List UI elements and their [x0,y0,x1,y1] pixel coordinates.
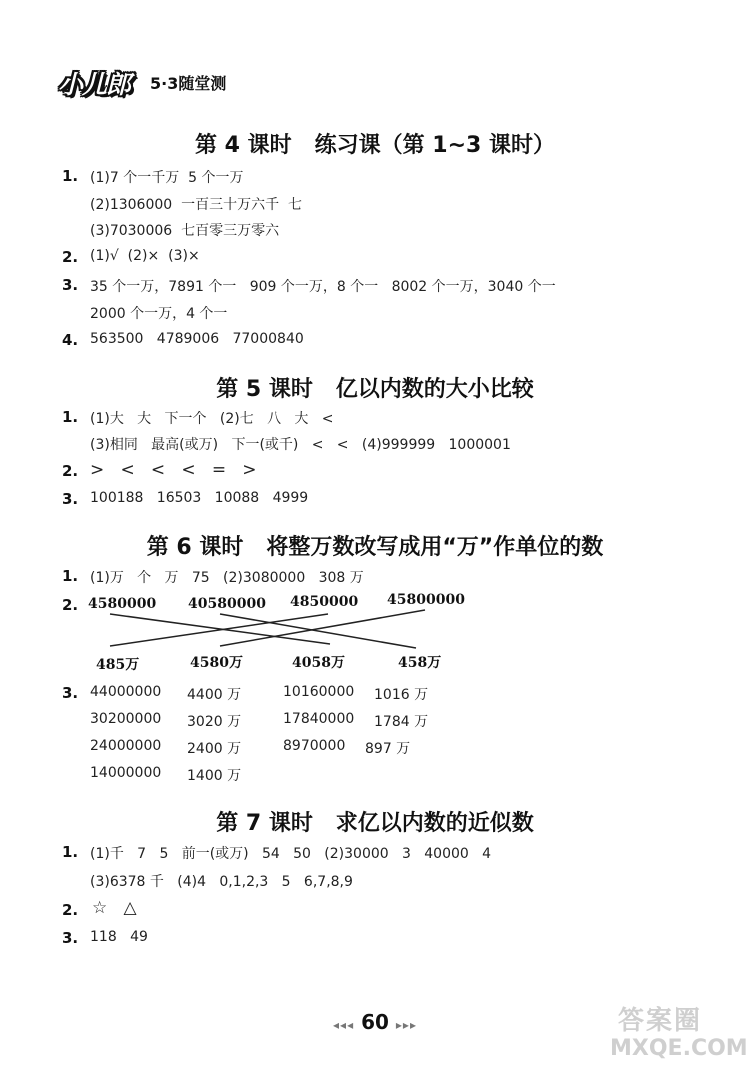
watermark-logo: 答案圈 [618,1006,703,1036]
bottom-number: 458万 [398,655,442,671]
answer-line: > < < < = > [90,460,257,480]
question-number: 2. [62,462,79,480]
bottom-number: 4058万 [292,655,345,671]
answer-line: (1)√ (2)× (3)× [90,248,200,264]
question-number: 1. [62,408,79,426]
question-number: 2. [62,248,79,266]
logo [58,67,146,97]
question-number: 2. [62,596,79,614]
answer-line: 2000 个一万，4 个一 [90,306,228,322]
answer-line: (3)7030006 七百零三万零六 [90,223,280,239]
right-arrows-icon: ▸▸▸ [395,1018,417,1032]
question-number: 3. [62,490,79,508]
series-title: 5·3随堂测 [150,73,227,93]
question-number: 2. [62,901,79,919]
answer-line: (1)万 个 万 75 (2)3080000 308 万 [90,570,364,586]
answer-line: (1)7 个一千万 5 个一万 [90,170,244,186]
answer-line: 35 个一万，7891 个一 909 个一万，8 个一 8002 个一万，3040 个一 [90,279,556,295]
question-number: 1. [62,843,79,861]
answer-line: (3)6378 千 (4)4 0,1,2,3 5 6,7,8,9 [90,874,353,890]
table-cell: 10160000 [283,684,355,700]
section-title-lesson-6: 第 6 课时 将整万数改写成用“万”作单位的数 [146,535,604,560]
table-cell: 24000000 [90,738,162,754]
answer-line: (1)大 大 下一个 (2)七 八 大 < [90,411,334,427]
answer-line: (1)千 7 5 前一(或万) 54 50 (2)30000 3 40000 4 [90,846,492,862]
section-title-lesson-7: 第 7 课时 求亿以内数的近似数 [216,811,534,836]
question-number: 4. [62,331,79,349]
answer-line: ☆ △ [92,898,137,918]
top-number: 4850000 [290,594,359,610]
question-number: 3. [62,276,79,294]
table-cell: 2400 万 [187,741,242,757]
question-number: 3. [62,929,79,947]
answer-line: 563500 4789006 77000840 [90,331,304,347]
table-cell: 14000000 [90,765,162,781]
bottom-number: 485万 [96,657,140,673]
section-title-lesson-4: 第 4 课时 练习课（第 1~3 课时） [195,133,555,158]
table-cell: 1784 万 [374,714,429,730]
page-number: 60 [361,1010,389,1034]
table-cell: 17840000 [283,711,355,727]
watermark-url: MXQE.COM [610,1036,748,1061]
left-arrows-icon: ◂◂◂ [333,1018,355,1032]
answer-line: (3)相同 最高(或万) 下一(或千) < < (4)999999 1000001 [90,437,511,453]
table-cell: 44000000 [90,684,162,700]
book-header [58,66,226,98]
question-number: 3. [62,684,79,702]
answer-line: (2)1306000 一百三十万六千 七 [90,197,302,213]
question-number: 1. [62,167,79,185]
top-number: 40580000 [188,596,266,612]
section-title-lesson-5: 第 5 课时 亿以内数的大小比较 [216,377,534,402]
table-cell: 1400 万 [187,768,242,784]
matching-diagram [80,588,480,680]
question-number: 1. [62,567,79,585]
answer-line: 100188 16503 10088 4999 [90,490,309,506]
table-cell: 8970000 [283,738,346,754]
table-cell: 30200000 [90,711,162,727]
top-number: 45800000 [387,592,465,608]
logo-text: 小儿郎 [58,70,131,99]
table-cell: 1016 万 [374,687,429,703]
table-cell: 3020 万 [187,714,242,730]
bottom-number: 4580万 [190,655,243,671]
top-number: 4580000 [88,596,157,612]
answer-line: 118 49 [90,929,148,945]
watermark [610,1000,748,1065]
table-cell: 4400 万 [187,687,242,703]
table-cell: 897 万 [365,741,411,757]
